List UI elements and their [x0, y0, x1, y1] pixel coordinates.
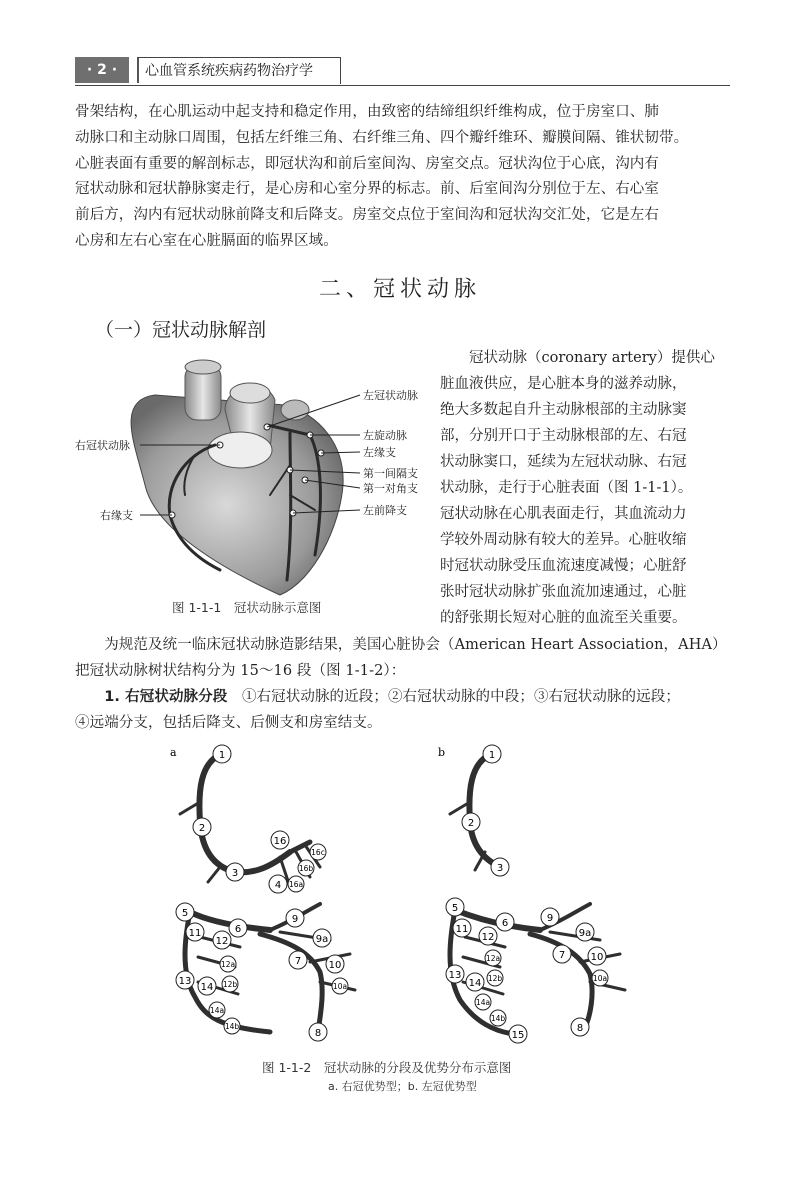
label-lm: 左缘支 — [363, 446, 396, 459]
segment-number: 3 — [496, 863, 504, 874]
segment-number: 14a — [209, 1006, 225, 1015]
text-line: 心脏表面有重要的解剖标志，即冠状沟和前后室间沟、房室交点。冠状沟位于心底，沟内有 — [75, 155, 659, 172]
label-lcx: 左旋动脉 — [363, 429, 407, 442]
segment-number: 16a — [288, 880, 304, 889]
text-line — [75, 685, 730, 711]
panel-a-label: a — [170, 746, 177, 759]
segment-number: 10 — [590, 952, 604, 963]
rca-segments-paragraph — [75, 685, 730, 737]
segment-number: 8 — [314, 1028, 322, 1039]
page-number: · 2 · — [75, 57, 129, 83]
segment-number: 9a — [315, 934, 329, 945]
intro-paragraph — [75, 100, 730, 255]
segment-number: 12 — [481, 932, 495, 943]
rca-heading: 1. 右冠状动脉分段 — [75, 689, 228, 705]
label-s1: 第一间隔支 — [363, 467, 418, 480]
text-line: 状动脉，走行于心脏表面（图 1-1-1）。 — [440, 480, 693, 496]
segment-number: 16 — [273, 836, 287, 847]
text-line: 绝大多数起自升主动脉根部的主动脉窦 — [440, 402, 687, 418]
segment-number: 7 — [294, 956, 302, 967]
segment-number: 12b — [487, 974, 503, 983]
segment-number: 14 — [200, 982, 214, 993]
text-line: 为规范及统一临床冠状动脉造影结果，美国心脏协会（American Heart Association，AHA） — [75, 637, 727, 653]
segment-diagram — [160, 742, 640, 1047]
text-line: 脏血液供应，是心脏本身的滋养动脉， — [440, 376, 687, 392]
segment-number: 6 — [234, 924, 242, 935]
text-line: 的舒张期长短对心脏的血流至关重要。 — [440, 610, 687, 626]
text-line: 心房和左右心室在心脏膈面的临界区域。 — [75, 232, 338, 249]
text-line: 把冠状动脉树状结构分为 15～16 段（图 1-1-2）： — [75, 662, 406, 679]
segment-number: 1 — [218, 750, 226, 761]
segment-number: 7 — [558, 950, 566, 961]
segment-number: 16c — [311, 848, 325, 857]
segment-number: 2 — [198, 823, 206, 834]
segment-number: 10 — [328, 960, 342, 971]
segment-number: 12a — [220, 960, 236, 969]
book-title: 心血管系统疾病药物治疗学 — [137, 57, 341, 84]
text-line: 学较外周动脉有较大的差异。心脏收缩 — [440, 532, 687, 548]
segment-number: 5 — [181, 908, 189, 919]
panel-b-label: b — [438, 746, 446, 759]
segment-number: 14b — [490, 1014, 506, 1023]
segment-number: 13 — [178, 976, 192, 987]
segment-number: 10a — [592, 974, 608, 983]
segment-number: 11 — [455, 924, 469, 935]
text-line: 状动脉窦口，延续为左冠状动脉、右冠 — [440, 454, 687, 470]
figure2-caption: 图 1-1-2 冠状动脉的分段及优势分布示意图 — [262, 1060, 512, 1075]
subsection-title: （一）冠状动脉解剖 — [95, 319, 267, 341]
text-line: 骨架结构，在心肌运动中起支持和稳定作用，由致密的结缔组织纤维构成，位于房室口、肺 — [75, 104, 659, 120]
figure2-subcaption: a. 右冠优势型；b. 左冠优势型 — [328, 1080, 477, 1093]
segment-number: 14a — [475, 998, 491, 1007]
segment-number: 6 — [501, 918, 509, 929]
rca-text: ①右冠状动脉的近段；②右冠状动脉的中段；③右冠状动脉的远段； — [227, 689, 680, 705]
text-line: 前后方，沟内有冠状动脉前降支和后降支。房室交点位于室间沟和冠状沟交汇处，它是左右 — [75, 207, 659, 224]
text-line: 张时冠状动脉扩张血流加速通过，心脏 — [440, 584, 687, 600]
coronary-paragraph — [440, 345, 730, 631]
header-rule — [75, 85, 730, 86]
segment-number: 12a — [485, 954, 501, 963]
segment-number: 4 — [274, 880, 282, 891]
segment-number: 14 — [468, 978, 482, 989]
figure1-caption: 图 1-1-1 冠状动脉示意图 — [172, 600, 322, 615]
section-title: 二、冠状动脉 — [318, 277, 481, 302]
text-line: 冠状动脉在心肌表面走行，其血流动力 — [440, 506, 687, 522]
label-lca: 左冠状动脉 — [363, 389, 418, 402]
text-line: 冠状动脉（coronary artery）提供心 — [440, 350, 715, 366]
segment-number: 11 — [188, 928, 202, 939]
segment-number: 2 — [467, 818, 475, 829]
text-line: 时冠状动脉受压血流速度减慢；心脏舒 — [440, 558, 687, 574]
label-d1: 第一对角支 — [363, 482, 418, 495]
segment-number: 10a — [332, 982, 348, 991]
segment-number: 3 — [231, 868, 239, 879]
segment-number: 15 — [511, 1030, 525, 1041]
segment-number: 9 — [291, 914, 299, 925]
segment-number: 1 — [488, 750, 496, 761]
aha-paragraph — [75, 633, 730, 685]
segment-number: 14b — [224, 1022, 240, 1031]
page-header — [75, 57, 730, 87]
heart-diagram — [75, 355, 435, 605]
segment-number: 5 — [451, 903, 459, 914]
segment-number: 12b — [222, 980, 238, 989]
segment-number: 9a — [578, 928, 592, 939]
segment-labels — [176, 745, 608, 1043]
label-rca: 右冠状动脉 — [75, 439, 130, 452]
text-line: 动脉口和主动脉口周围，包括左纤维三角、右纤维三角、四个瓣纤维环、瓣膜间隔、锥状韧带。 — [75, 129, 689, 146]
segment-number: 13 — [448, 970, 462, 981]
text-line: 部，分别开口于主动脉根部的左、右冠 — [440, 428, 687, 444]
label-lad: 左前降支 — [363, 504, 407, 517]
segment-number: 8 — [576, 1023, 584, 1034]
text-line: ④远端分支，包括后降支、后侧支和房室结支。 — [75, 714, 382, 731]
segment-number: 16b — [298, 864, 314, 873]
segment-number: 9 — [546, 913, 554, 924]
segment-number: 12 — [215, 936, 229, 947]
label-rm: 右缘支 — [100, 509, 133, 522]
text-line: 冠状动脉和冠状静脉窦走行，是心房和心室分界的标志。前、后室间沟分别位于左、右心室 — [75, 181, 659, 198]
